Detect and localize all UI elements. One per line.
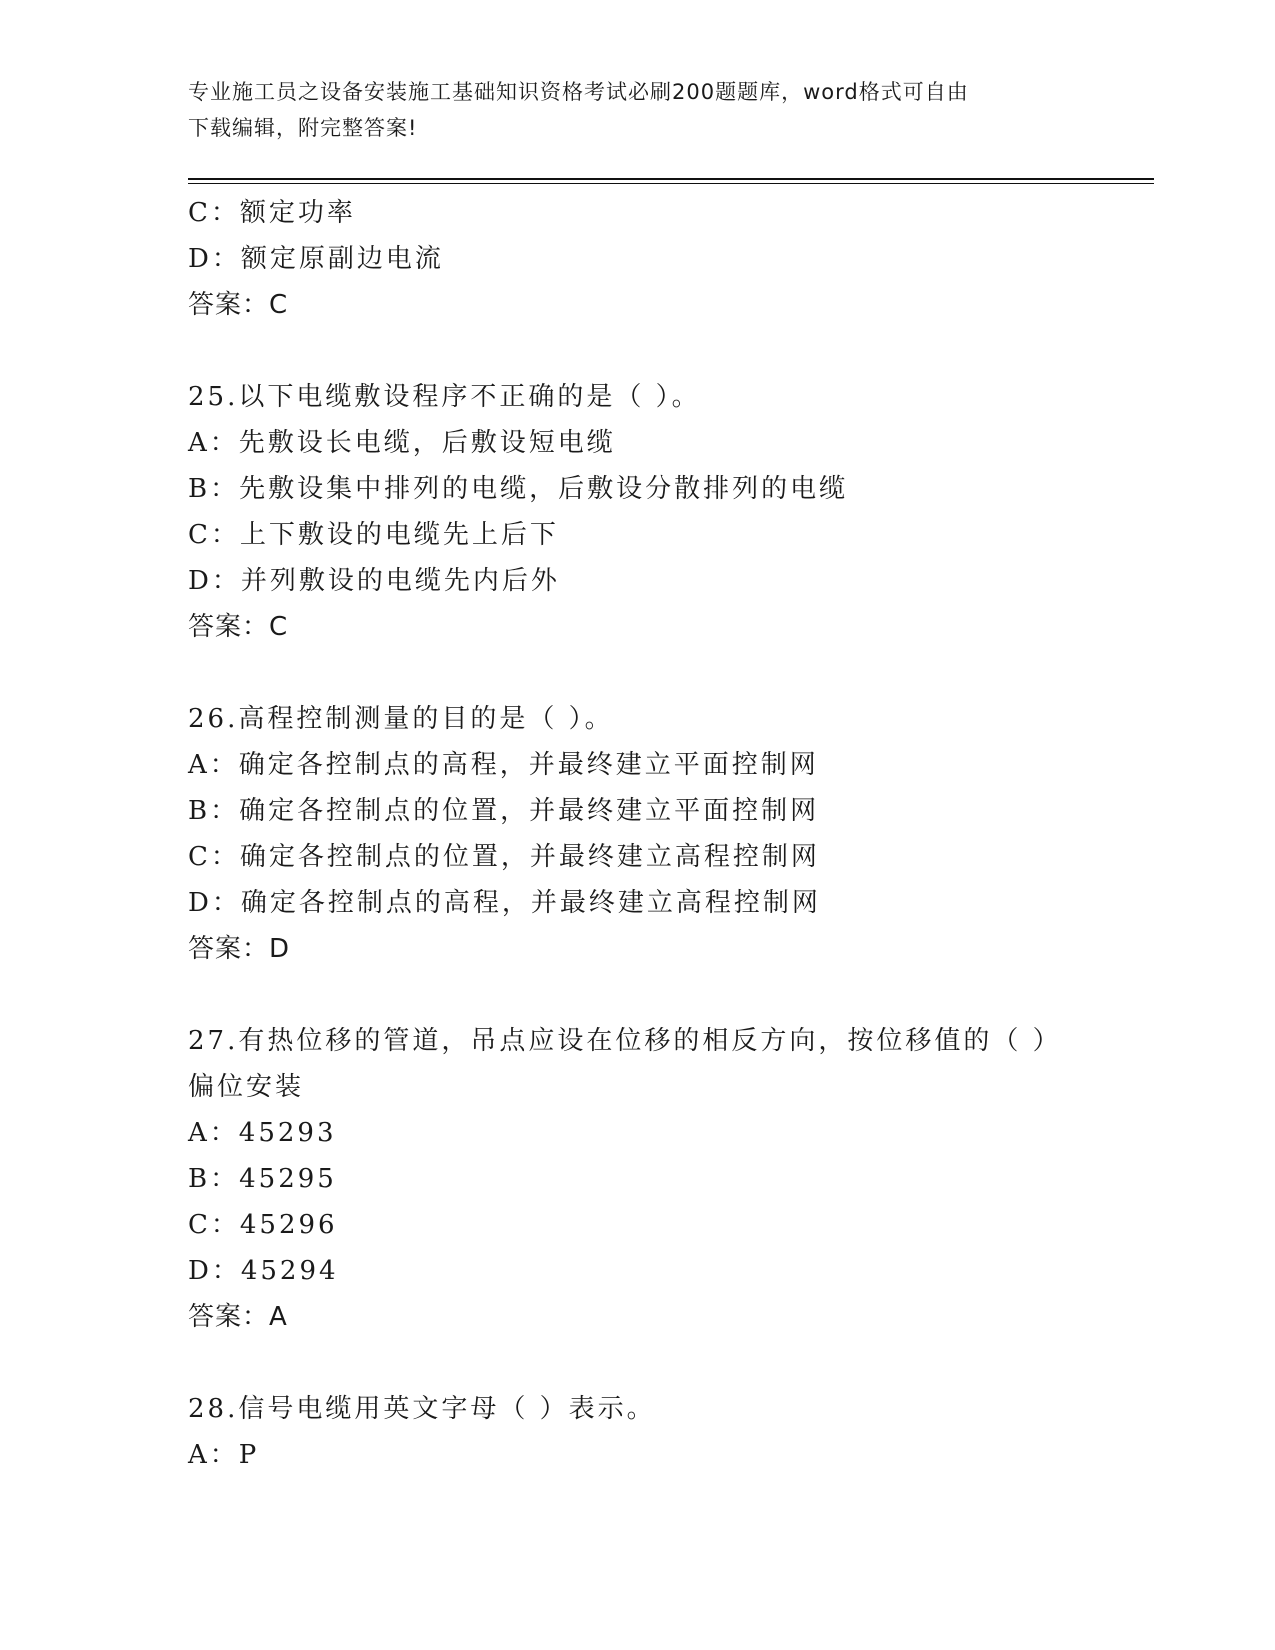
question-27 (188, 1018, 1088, 1340)
spacer (188, 1340, 1088, 1386)
option-c: C：额定功率 (188, 198, 356, 228)
option-d: D：确定各控制点的高程，并最终建立高程控制网 (188, 888, 821, 918)
header-rule-thick (188, 178, 1154, 180)
option-c: C：上下敷设的电缆先上后下 (188, 520, 559, 550)
header-rule-thin (188, 183, 1154, 184)
option-d: D：45294 (188, 1256, 339, 1286)
answer-line: 答案：C (188, 612, 289, 642)
header-line-1: 专业施工员之设备安装施工基础知识资格考试必刷200题题库，word格式可自由 (188, 80, 969, 104)
option-d: D：额定原副边电流 (188, 244, 444, 274)
question-stem: 26.高程控制测量的目的是（ ）。 (188, 704, 614, 734)
option-a: A：先敷设长电缆，后敷设短电缆 (188, 428, 616, 458)
option-c: C：45296 (188, 1210, 338, 1240)
option-b: B：45295 (188, 1164, 337, 1194)
question-28 (188, 1386, 1088, 1478)
question-24-fragment (188, 190, 1088, 328)
option-b: B：确定各控制点的位置，并最终建立平面控制网 (188, 796, 820, 826)
option-d: D：并列敷设的电缆先内后外 (188, 566, 560, 596)
option-a: A：45293 (188, 1118, 337, 1148)
question-stem: 25.以下电缆敷设程序不正确的是（ ）。 (188, 382, 701, 412)
spacer (188, 328, 1088, 374)
question-26 (188, 696, 1088, 972)
question-25 (188, 374, 1088, 650)
document-header (188, 74, 1068, 146)
answer-line: 答案：D (188, 934, 291, 964)
answer-line: 答案：A (188, 1302, 288, 1332)
question-stem-continued: 偏位安装 (188, 1072, 305, 1102)
option-a: A：P (188, 1440, 260, 1470)
answer-line: 答案：C (188, 290, 289, 320)
question-stem: 28.信号电缆用英文字母（ ）表示。 (188, 1394, 656, 1424)
question-stem: 27.有热位移的管道，吊点应设在位移的相反方向，按位移值的（ ） (188, 1026, 1062, 1056)
option-c: C：确定各控制点的位置，并最终建立高程控制网 (188, 842, 820, 872)
option-b: B：先敷设集中排列的电缆，后敷设分散排列的电缆 (188, 474, 849, 504)
document-body (188, 190, 1088, 1478)
header-line-2: 下载编辑，附完整答案! (188, 116, 418, 140)
spacer (188, 650, 1088, 696)
spacer (188, 972, 1088, 1018)
option-a: A：确定各控制点的高程，并最终建立平面控制网 (188, 750, 819, 780)
